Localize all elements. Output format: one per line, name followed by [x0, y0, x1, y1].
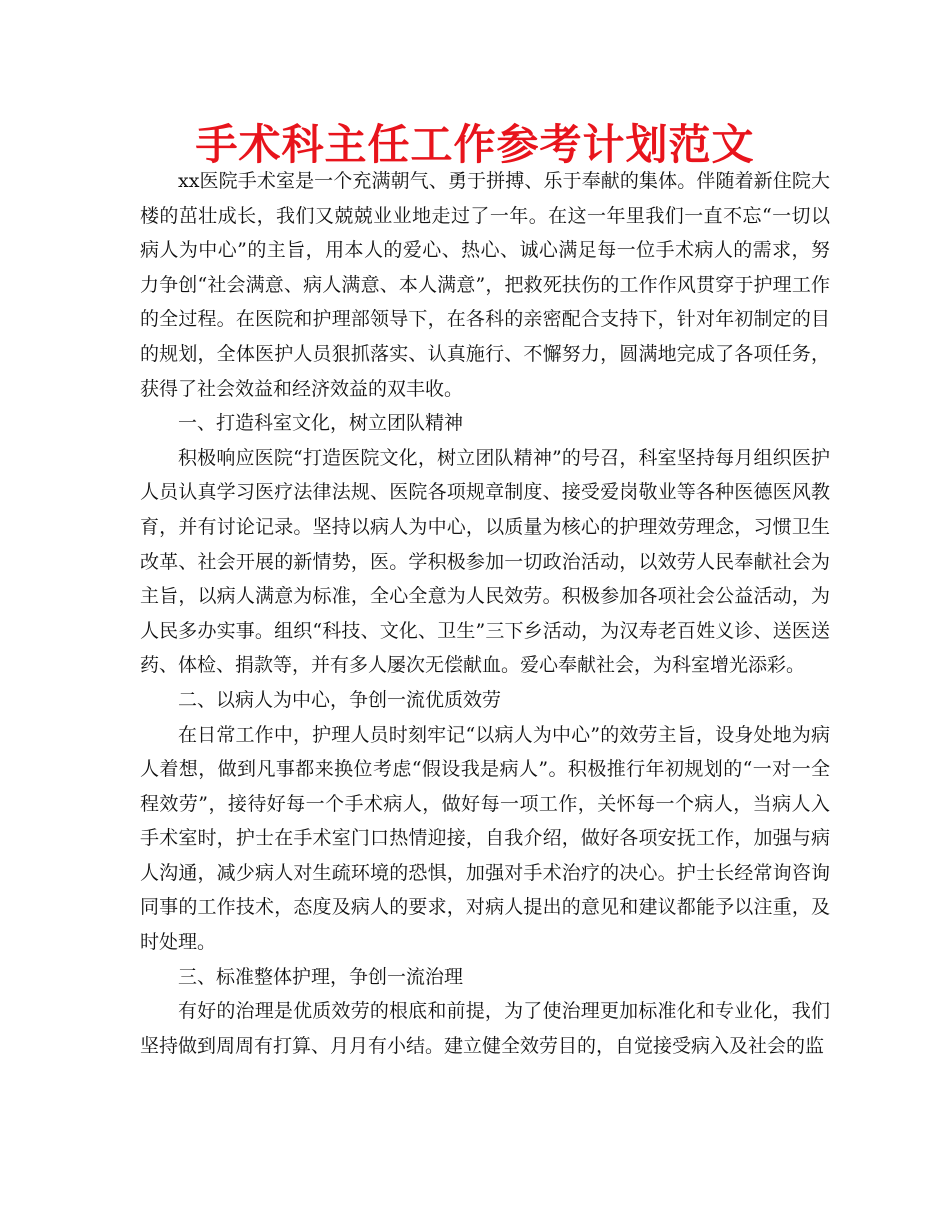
- section-heading-3: 三、标准整体护理，争创一流治理: [178, 965, 464, 988]
- paragraph-section-3: 有好的治理是优质效劳的根底和前提，为了使治理更加标准化和专业化，我们坚持做到周周有打算、月月有小结。建立健全效劳目的，自觉接受病入及社会的监: [140, 1000, 830, 1057]
- paragraph-section-2: 在日常工作中，护理人员时刻牢记“以病人为中心”的效劳主旨，设身处地为病人着想，做到凡事都来换位考虑“假设我是病人”。积极推行年初规划的“一对一全程效劳”，接待好每一个手术病人，做好每一项工作，关怀每一个病人，当病人入手术室时，护士在手术室门口热情迎接，自我介绍，做好各项安抚工作，加强与病人沟通，减少病人对生疏环境的恐惧，加强对手术治疗的决心。护士长经常询咨询同事的工作技术，态度及病人的要求，对病人提出的意见和建议都能予以注重，及时处理。: [140, 723, 830, 954]
- document-title: 手术科主任工作参考计划范文: [195, 120, 755, 169]
- section-heading-1: 一、打造科室文化，树立团队精神: [178, 412, 464, 435]
- document-body: [140, 164, 830, 1063]
- paragraph-intro: xx医院手术室是一个充满朝气、勇于拼搏、乐于奉献的集体。伴随着新住院大楼的茁壮成长，我们又兢兢业业地走过了一年。在这一年里我们一直不忘“一切以病人为中心”的主旨，用本人的爱心、热心、诚心满足每一位手术病人的需求，努力争创“社会满意、病人满意、本人满意”，把救死扶伤的工作作风贯穿于护理工作的全过程。在医院和护理部领导下，在各科的亲密配合支持下，针对年初制定的目的规划，全体医护人员狠抓落实、认真施行、不懈努力，圆满地完成了各项任务，获得了社会效益和经济效益的双丰收。: [140, 170, 830, 400]
- paragraph-section-1: 积极响应医院“打造医院文化，树立团队精神”的号召，科室坚持每月组织医护人员认真学习医疗法律法规、医院各项规章制度、接受爱岗敬业等各种医德医风教育，并有讨论记录。坚持以病人为中心，以质量为核心的护理效劳理念，习惯卫生改革、社会开展的新情势，医。学积极参加一切政治活动，以效劳人民奉献社会为主旨，以病人满意为标准，全心全意为人民效劳。积极参加各项社会公益活动，为人民多办实事。组织“科技、文化、卫生”三下乡活动，为汉寿老百姓义诊、送医送药、体检、捐款等，并有多人屡次无偿献血。爱心奉献社会，为科室增光添彩。: [140, 446, 830, 677]
- section-heading-2: 二、以病人为中心，争创一流优质效劳: [178, 688, 502, 711]
